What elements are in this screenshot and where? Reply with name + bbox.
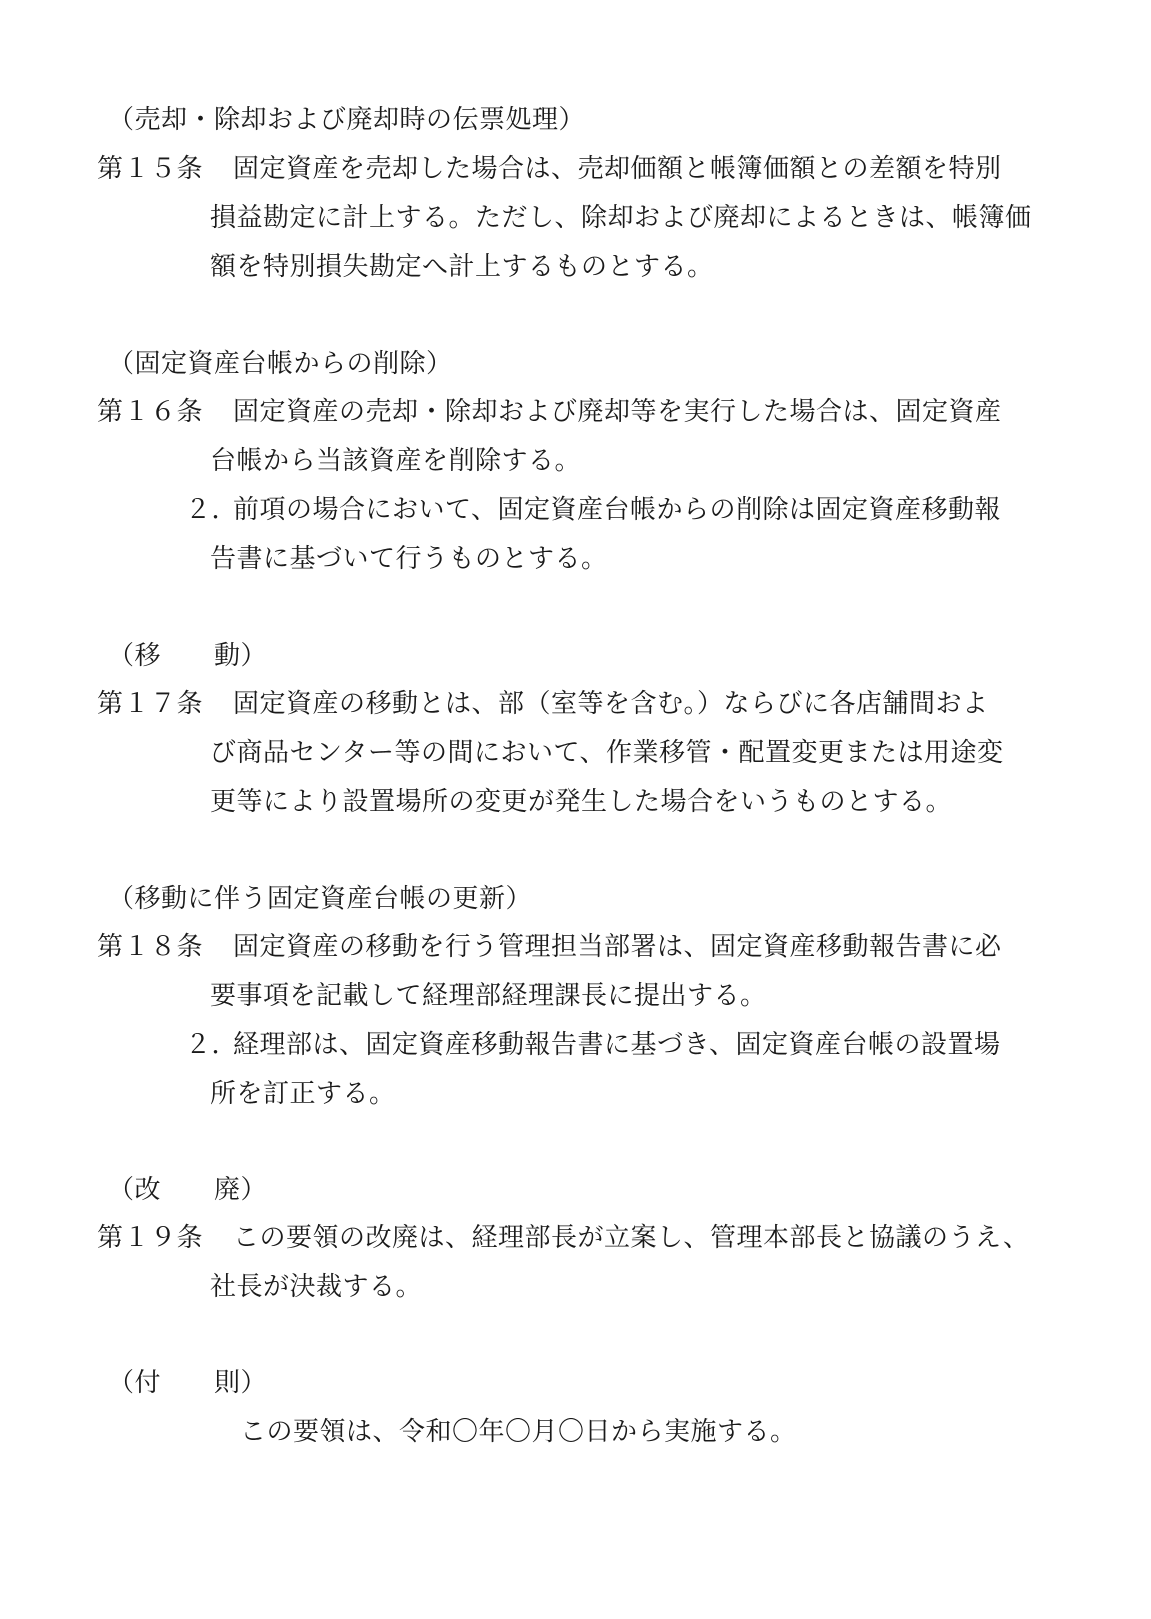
item-number-18-2: ２． bbox=[185, 1030, 239, 1060]
section-heading-19: （改 廃） bbox=[108, 1175, 268, 1205]
article-text-17-cont: 更等により設置場所の変更が発生した場合をいうものとする。 bbox=[210, 787, 953, 817]
section-heading-16: （固定資産台帳からの削除） bbox=[108, 349, 453, 379]
item-text-16-2: 前項の場合において、固定資産台帳からの削除は固定資産移動報 bbox=[233, 495, 1001, 525]
article-text-19: この要領の改廃は、経理部長が立案し、管理本部長と協議のうえ、 bbox=[233, 1223, 1030, 1253]
article-text-16: 固定資産の売却・除却および廃却等を実行した場合は、固定資産 bbox=[233, 397, 1002, 427]
item-text-18-2-cont: 所を訂正する。 bbox=[210, 1079, 396, 1109]
supplementary-text: この要領は、令和〇年〇月〇日から実施する。 bbox=[240, 1417, 797, 1447]
article-label-15: 第１５条 bbox=[97, 154, 204, 184]
supplementary-heading: （付 則） bbox=[108, 1368, 268, 1398]
item-text-16-2-cont: 告書に基づいて行うものとする。 bbox=[210, 544, 608, 574]
article-label-16: 第１６条 bbox=[97, 397, 204, 427]
article-text-18: 固定資産の移動を行う管理担当部署は、固定資産移動報告書に必 bbox=[233, 932, 1002, 962]
article-text-15: 固定資産を売却した場合は、売却価額と帳簿価額との差額を特別 bbox=[233, 154, 1002, 184]
article-label-17: 第１７条 bbox=[97, 689, 204, 719]
item-text-18-2: 経理部は、固定資産移動報告書に基づき、固定資産台帳の設置場 bbox=[233, 1030, 1001, 1060]
item-number-16-2: ２． bbox=[185, 495, 239, 525]
article-label-18: 第１８条 bbox=[97, 932, 204, 962]
section-heading-15: （売却・除却および廃却時の伝票処理） bbox=[108, 105, 586, 135]
article-text-19-cont: 社長が決裁する。 bbox=[210, 1272, 423, 1302]
section-heading-18: （移動に伴う固定資産台帳の更新） bbox=[108, 884, 533, 914]
article-text-17: 固定資産の移動とは、部（室等を含む。）ならびに各店舗間およ bbox=[233, 689, 989, 719]
article-text-16-cont: 台帳から当該資産を削除する。 bbox=[210, 446, 582, 476]
article-text-18-cont: 要事項を記載して経理部経理課長に提出する。 bbox=[210, 981, 767, 1011]
article-text-17-cont: び商品センター等の間において、作業移管・配置変更または用途変 bbox=[210, 738, 1004, 768]
section-heading-17: （移 動） bbox=[108, 641, 268, 671]
article-text-15-cont: 損益勘定に計上する。ただし、除却および廃却によるときは、帳簿価 bbox=[210, 203, 1032, 233]
article-label-19: 第１９条 bbox=[97, 1223, 204, 1253]
article-text-15-cont: 額を特別損失勘定へ計上するものとする。 bbox=[210, 252, 714, 282]
